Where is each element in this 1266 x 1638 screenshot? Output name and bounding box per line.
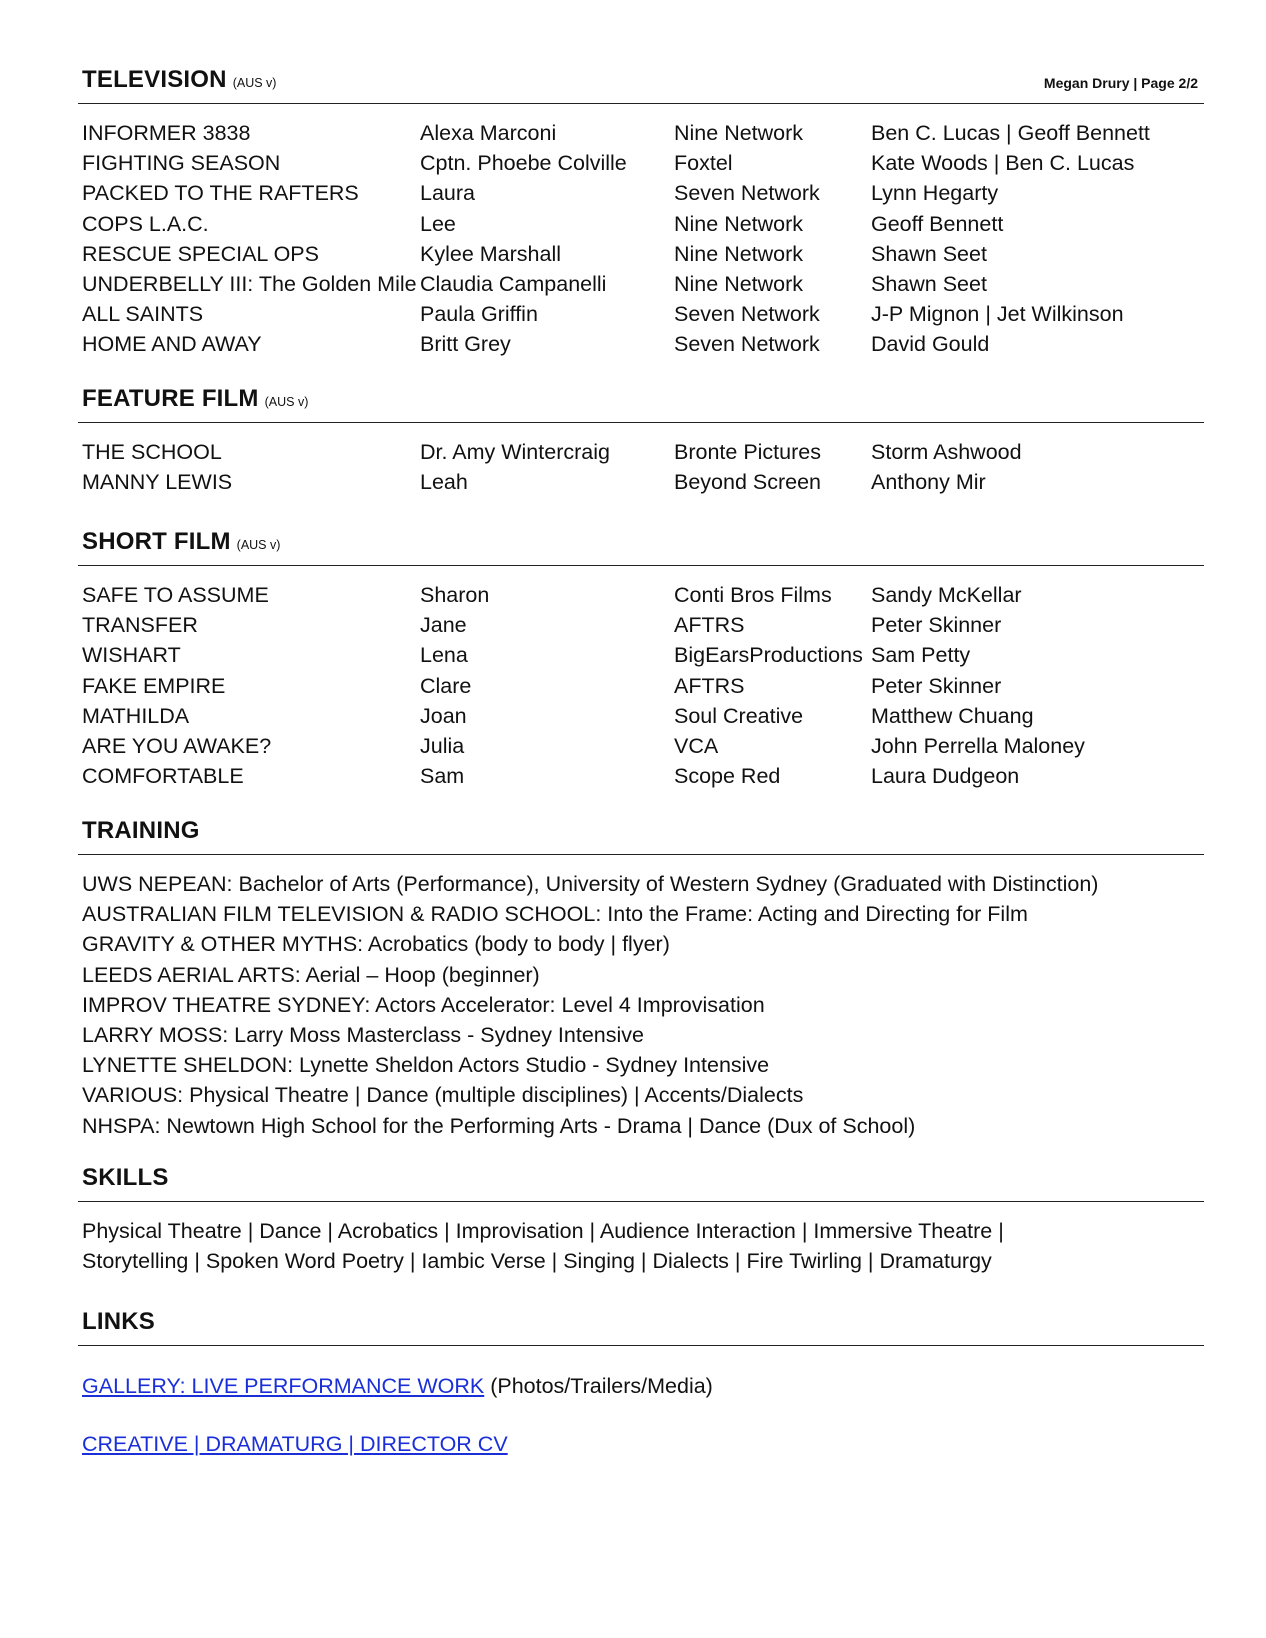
training-header (78, 814, 1204, 854)
credit-company: VCA (674, 733, 719, 758)
credit-row (78, 580, 1204, 610)
short-film-section (78, 525, 1204, 791)
credit-director: Anthony Mir (871, 470, 986, 495)
television-credits (78, 118, 1204, 360)
credit-row (78, 178, 1204, 208)
credit-company: Nine Network (674, 211, 804, 236)
skills-line: Storytelling | Spoken Word Poetry | Iambic Verse | Singing | Dialects | Fire Twirling | Dramaturgy (82, 1249, 992, 1274)
feature-film-credits (78, 437, 1204, 497)
credit-role: Lena (420, 643, 468, 668)
credit-role: Joan (420, 703, 467, 728)
short-film-region-tag: (AUS v) (236, 538, 281, 552)
training-item: VARIOUS: Physical Theatre | Dance (multiple disciplines) | Accents/Dialects (82, 1083, 804, 1108)
credit-row (78, 701, 1204, 731)
credit-title: MANNY LEWIS (82, 470, 233, 495)
credit-director: David Gould (871, 332, 990, 357)
credit-title: ARE YOU AWAKE? (82, 733, 272, 758)
credit-row (78, 239, 1204, 269)
short-film-heading: SHORT FILM (AUS v) (82, 528, 281, 555)
credit-company: Scope Red (674, 764, 781, 789)
credit-director: Shawn Seet (871, 271, 987, 296)
skills-list (78, 1216, 1204, 1276)
skills-line: Physical Theatre | Dance | Acrobatics | Improvisation | Audience Interaction | Immersive Theatre | (82, 1219, 1004, 1243)
skills-header (78, 1161, 1204, 1201)
credit-title: THE SCHOOL (82, 440, 222, 464)
credit-role: Lee (420, 211, 456, 236)
credit-title: FIGHTING SEASON (82, 151, 281, 176)
credit-title: COMFORTABLE (82, 764, 244, 789)
credit-director: Kate Woods | Ben C. Lucas (871, 151, 1135, 176)
television-region-tag: (AUS v) (232, 76, 277, 90)
training-heading: TRAINING (82, 817, 200, 844)
section-divider (78, 1345, 1204, 1346)
credit-director: John Perrella Maloney (871, 733, 1085, 758)
feature-film-region-tag: (AUS v) (264, 395, 309, 409)
television-section (78, 63, 1204, 360)
training-item: AUSTRALIAN FILM TELEVISION & RADIO SCHOOL: Into the Frame: Acting and Directing for Film (82, 902, 1028, 927)
credit-company: Beyond Screen (674, 470, 822, 495)
links-heading: LINKS (82, 1308, 155, 1335)
television-heading: TELEVISION (AUS v) (82, 66, 277, 93)
training-item: UWS NEPEAN: Bachelor of Arts (Performance), University of Western Sydney (Graduated with Distinction) (82, 872, 1099, 896)
credit-company: Seven Network (674, 181, 820, 206)
credit-row (78, 299, 1204, 329)
feature-film-heading: FEATURE FILM (AUS v) (82, 385, 309, 412)
credit-title: INFORMER 3838 (82, 121, 251, 145)
section-divider (78, 854, 1204, 855)
credit-company: Seven Network (674, 302, 820, 327)
credit-title: FAKE EMPIRE (82, 673, 226, 698)
credit-title: WISHART (82, 643, 181, 668)
credit-company: BigEarsProductions (674, 643, 863, 668)
credit-director: J-P Mignon | Jet Wilkinson (871, 302, 1124, 327)
credit-role: Julia (420, 733, 465, 758)
credit-role: Leah (420, 470, 468, 495)
credit-title: HOME AND AWAY (82, 332, 262, 357)
short-film-credits (78, 580, 1204, 791)
credit-role: Alexa Marconi (420, 121, 557, 145)
credit-company: Nine Network (674, 271, 804, 296)
section-divider (78, 565, 1204, 566)
credit-director: Laura Dudgeon (871, 764, 1020, 789)
credit-role: Cptn. Phoebe Colville (420, 151, 627, 176)
credit-company: AFTRS (674, 673, 745, 698)
credit-title: PACKED TO THE RAFTERS (82, 181, 359, 206)
training-item: LARRY MOSS: Larry Moss Masterclass - Sydney Intensive (82, 1023, 644, 1048)
credit-director: Sandy McKellar (871, 583, 1022, 607)
links-header (78, 1305, 1204, 1345)
section-divider (78, 422, 1204, 423)
training-list (78, 869, 1204, 1141)
credit-row (78, 437, 1204, 467)
training-item: NHSPA: Newtown High School for the Performing Arts - Drama | Dance (Dux of School) (82, 1113, 916, 1138)
credit-role: Kylee Marshall (420, 241, 561, 266)
feature-film-section (78, 382, 1204, 497)
credit-director: Sam Petty (871, 643, 971, 668)
cv-link-line (78, 1429, 1204, 1459)
credit-title: ALL SAINTS (82, 302, 204, 327)
credit-title: COPS L.A.C. (82, 211, 209, 236)
credit-row (78, 467, 1204, 497)
credit-role: Britt Grey (420, 332, 511, 357)
credit-director: Matthew Chuang (871, 703, 1034, 728)
credit-title: MATHILDA (82, 703, 190, 728)
credit-company: Bronte Pictures (674, 440, 821, 464)
skills-section (78, 1161, 1204, 1276)
credit-role: Sam (420, 764, 465, 789)
credit-title: UNDERBELLY III: The Golden Mile (82, 271, 417, 296)
cv-link[interactable]: CREATIVE | DRAMATURG | DIRECTOR CV (82, 1432, 508, 1457)
credit-role: Laura (420, 181, 475, 206)
credit-role: Claudia Campanelli (420, 271, 607, 296)
credit-director: Peter Skinner (871, 673, 1002, 698)
credit-director: Peter Skinner (871, 613, 1002, 638)
credit-row (78, 148, 1204, 178)
short-film-header (78, 525, 1204, 565)
credit-row (78, 731, 1204, 761)
training-item: GRAVITY & OTHER MYTHS: Acrobatics (body to body | flyer) (82, 932, 670, 957)
training-section (78, 814, 1204, 1141)
links-section (78, 1305, 1204, 1459)
credit-company: Soul Creative (674, 703, 804, 728)
training-item: IMPROV THEATRE SYDNEY: Actors Accelerator: Level 4 Improvisation (82, 992, 765, 1017)
gallery-link-line (78, 1371, 1204, 1401)
credit-row (78, 118, 1204, 148)
credit-role: Paula Griffin (420, 302, 538, 327)
training-item: LEEDS AERIAL ARTS: Aerial – Hoop (beginner) (82, 962, 540, 987)
training-item: LYNETTE SHELDON: Lynette Sheldon Actors Studio - Sydney Intensive (82, 1053, 770, 1078)
page-label: Megan Drury | Page 2/2 (1043, 75, 1198, 91)
credit-company: Nine Network (674, 121, 804, 145)
credit-row (78, 209, 1204, 239)
credit-company: Foxtel (674, 151, 733, 176)
credit-role: Sharon (420, 583, 490, 607)
credit-title: TRANSFER (82, 613, 198, 638)
credit-role: Jane (420, 613, 467, 638)
credit-row (78, 329, 1204, 359)
credit-director: Shawn Seet (871, 241, 987, 266)
credit-row (78, 671, 1204, 701)
credit-director: Geoff Bennett (871, 211, 1004, 236)
gallery-link-suffix: (Photos/Trailers/Media) (484, 1374, 713, 1398)
television-header (78, 63, 1204, 103)
credit-title: SAFE TO ASSUME (82, 583, 269, 607)
credit-row (78, 610, 1204, 640)
section-divider (78, 103, 1204, 104)
credit-company: AFTRS (674, 613, 745, 638)
credit-row (78, 640, 1204, 670)
credit-row (78, 269, 1204, 299)
skills-heading: SKILLS (82, 1164, 169, 1191)
credit-company: Nine Network (674, 241, 804, 266)
feature-film-header (78, 382, 1204, 422)
credit-director: Ben C. Lucas | Geoff Bennett (871, 121, 1150, 145)
credit-company: Seven Network (674, 332, 820, 357)
gallery-link[interactable]: GALLERY: LIVE PERFORMANCE WORK (82, 1374, 485, 1398)
credit-title: RESCUE SPECIAL OPS (82, 241, 319, 266)
credit-company: Conti Bros Films (674, 583, 832, 607)
credit-role: Dr. Amy Wintercraig (420, 440, 610, 464)
credit-director: Storm Ashwood (871, 440, 1022, 464)
credit-role: Clare (420, 673, 472, 698)
credit-row (78, 761, 1204, 791)
credit-director: Lynn Hegarty (871, 181, 999, 206)
section-divider (78, 1201, 1204, 1202)
